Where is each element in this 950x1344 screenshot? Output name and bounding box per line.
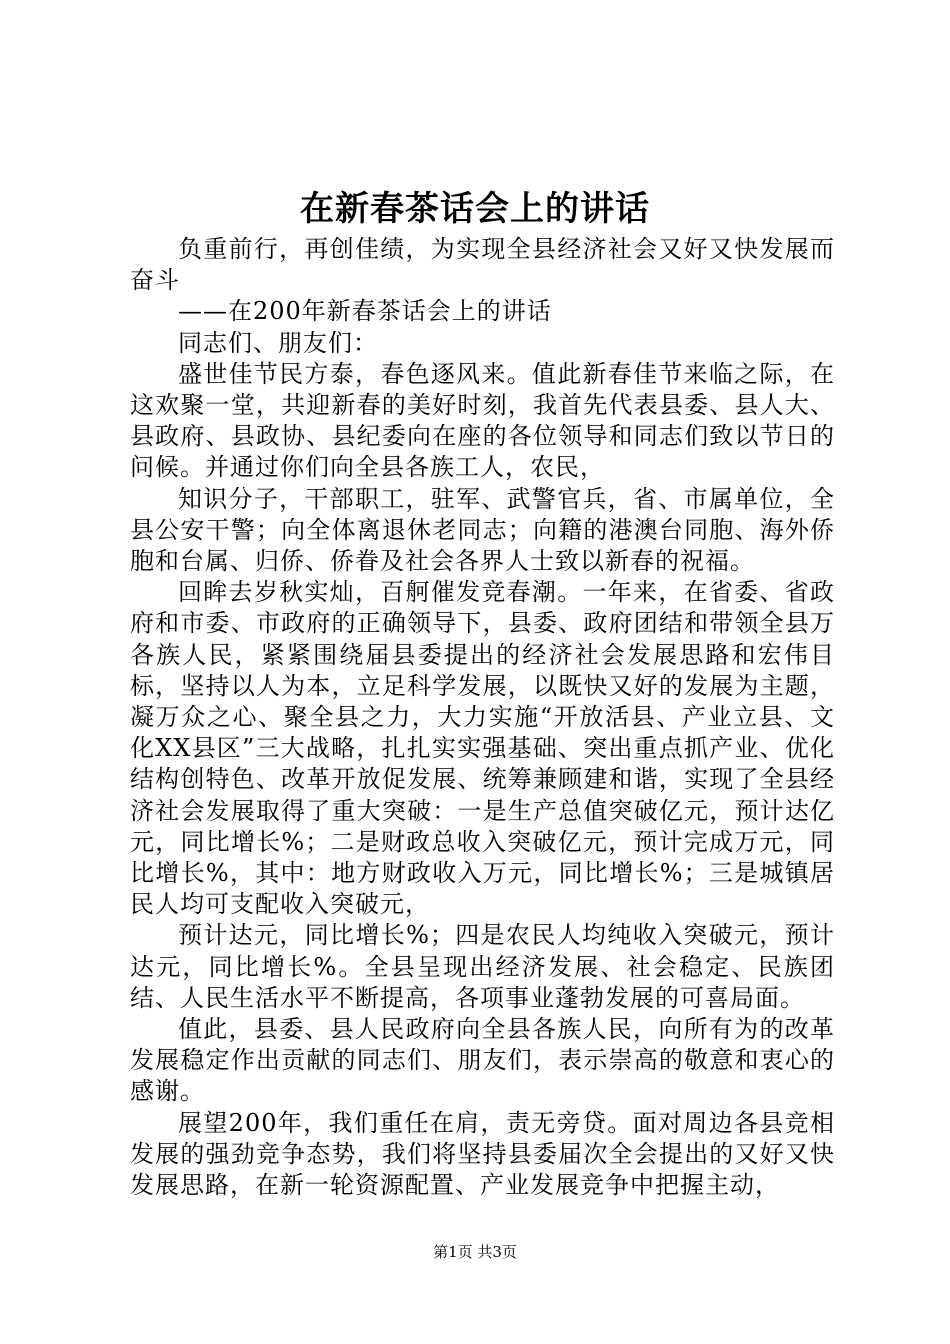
document-title: 在新春茶话会上的讲话 (300, 189, 650, 229)
paragraph: 展望200年，我们重任在肩，责无旁贷。面对周边各县竞相发展的强劲竞争态势，我们将坚持县委届次全会提出的又好又快发展思路，在新一轮资源配置、产业发展竞争中把握主动， (130, 1108, 835, 1200)
paragraph: 回眸去岁秋实灿，百舸催发竞春潮。一年来，在省委、省政府和市委、市政府的正确领导下，县委、政府团结和带领全县万各族人民，紧紧围绕届县委提出的经济社会发展思路和宏伟目标，坚持以人为本，立足科学发展，以既快又好的发展为主题，凝万众之心、聚全县之力，大力实施“开放活县、产业立县、文化XX县区”三大战略，扎扎实实强基础、突出重点抓产业、优化结构创特色、改革开放促发展、统筹兼顾建和谐，实现了全县经济社会发展取得了重大突破：一是生产总值突破亿元，预计达亿元，同比增长%；二是财政总收入突破亿元，预计完成万元，同比增长%，其中：地方财政收入万元，同比增长%；三是城镇居民人均可支配收入突破元， (130, 578, 835, 919)
paragraph-occasion: ——在200年新春茶话会上的讲话 (178, 297, 552, 326)
page-footer: 第1页 共3页 (433, 1243, 517, 1261)
paragraph: 知识分子，干部职工，驻军、武警官兵，省、市属单位，全县公安干警；向全体离退休老同志；向籍的港澳台同胞、海外侨胞和台属、归侨、侨眷及社会各界人士致以新春的祝福。 (130, 484, 835, 576)
paragraph: 值此，县委、县人民政府向全县各族人民，向所有为的改革发展稳定作出贡献的同志们、朋友们，表示崇高的敬意和衷心的感谢。 (130, 1015, 835, 1106)
document-body (130, 234, 835, 1201)
paragraph: 盛世佳节民方泰，春色逐风来。值此新春佳节来临之际，在这欢聚一堂，共迎新春的美好时刻，我首先代表县委、县人大、县政府、县政协、县纪委向在座的各位领导和同志们致以节日的问候。并通过你们向全县各族工人，农民， (130, 359, 835, 482)
paragraph-salutation: 同志们、朋友们： (178, 328, 378, 357)
paragraph-subtitle: 负重前行，再创佳绩，为实现全县经济社会又好又快发展而奋斗 (130, 235, 835, 295)
paragraph: 预计达元，同比增长%；四是农民人均纯收入突破元，预计达元，同比增长%。全县呈现出经济发展、社会稳定、民族团结、人民生活水平不断提高，各项事业蓬勃发展的可喜局面。 (130, 921, 835, 1012)
